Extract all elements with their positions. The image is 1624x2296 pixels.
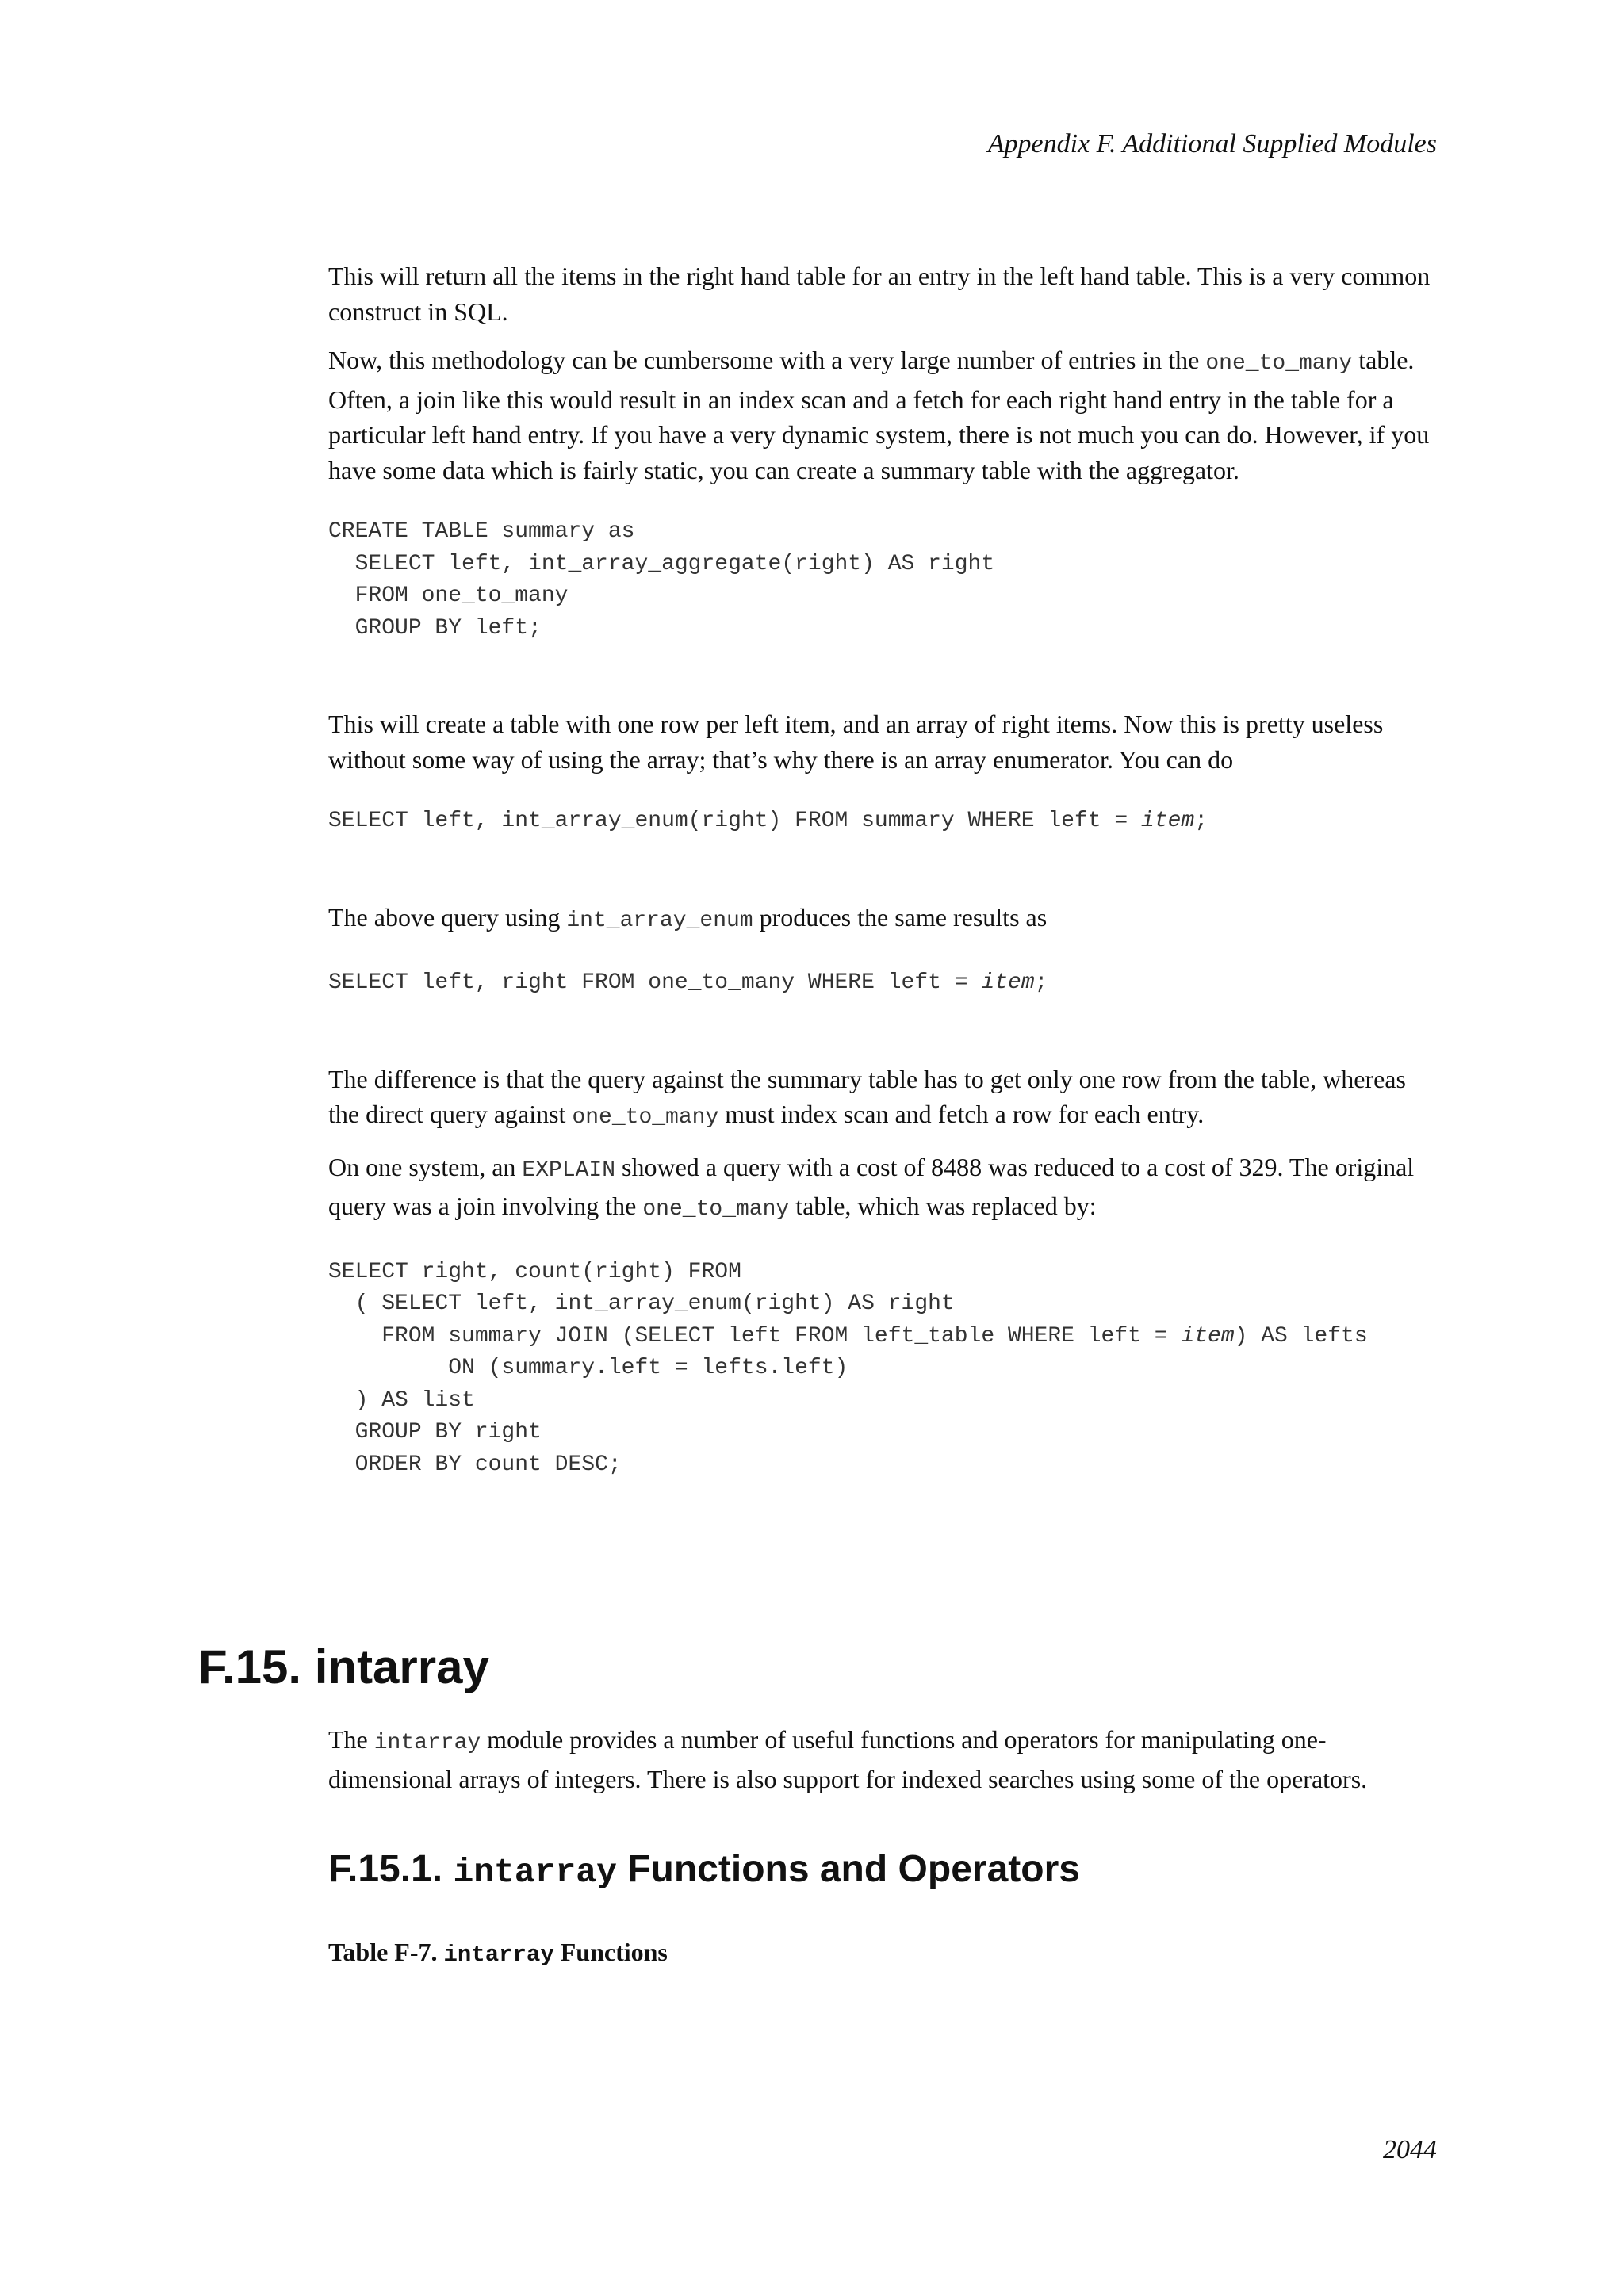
code-line: SELECT right, count(right) FROM — [328, 1259, 741, 1284]
code-text: ; — [1034, 970, 1048, 995]
section-heading: F.15. intarray — [198, 1640, 489, 1693]
table-caption — [328, 1934, 1438, 1973]
paragraph-3: This will create a table with one row per left item, and an array of right items. Now this is pretty useless without some way of using the array; that’s why there is an array enumerator. You can do — [328, 710, 1384, 774]
code-block-1: CREATE TABLE summary as SELECT left, int_array_aggregate(right) AS right FROM one_to_many GROUP BY left; — [328, 519, 995, 641]
paragraph-1: This will return all the items in the right hand table for an entry in the left hand table. This is a very common construct in SQL. — [328, 262, 1431, 326]
code-text: SELECT left, int_array_enum(right) FROM summary WHERE left = — [328, 809, 1141, 833]
code-text: ; — [1194, 809, 1208, 833]
text: produces the same results as — [753, 902, 1048, 932]
code-block-3 — [328, 967, 1438, 1000]
paragraph-6 — [328, 1150, 1438, 1228]
main-content — [328, 258, 1438, 1543]
inline-code: one_to_many — [642, 1197, 790, 1222]
code-param: item — [1140, 809, 1195, 833]
caption-text: Functions — [553, 1938, 668, 1966]
page-number: 2044 — [1383, 2134, 1437, 2164]
paragraph-4 — [328, 900, 1438, 939]
text: The — [328, 1725, 374, 1754]
caption-label: Table F-7. — [328, 1938, 444, 1966]
inline-code: intarray — [373, 1731, 481, 1755]
text: Now, this methodology can be cumbersome with a very large number of entries in the — [328, 346, 1206, 374]
code-line: ) AS list — [328, 1387, 475, 1413]
inline-code: EXPLAIN — [522, 1158, 616, 1183]
section-content — [328, 1722, 1438, 1973]
paragraph-5 — [328, 1062, 1438, 1136]
inline-code: int_array_enum — [566, 908, 753, 933]
code-block-2 — [328, 806, 1438, 838]
code-block-4 — [328, 1257, 1438, 1482]
code-text: SELECT left, right FROM one_to_many WHERE left = — [328, 970, 982, 995]
text: must index scan and fetch a row for each entry. — [718, 1100, 1205, 1128]
subsection-heading — [328, 1847, 1438, 1892]
text: table. Often, a join like this would result in an index scan and a fetch for each right hand entry in the table for a particular left hand entry. If you have a very dynamic system, there is not much you can do. However, if you have some data which is fairly static, you can create a summary table with the aggregator. — [328, 346, 1430, 484]
code-param: item — [981, 970, 1035, 995]
inline-code: one_to_many — [572, 1105, 719, 1130]
running-header: Appendix F. Additional Supplied Modules — [987, 129, 1437, 159]
text: On one system, an — [328, 1152, 523, 1181]
code-line: ORDER BY count DESC; — [328, 1452, 622, 1477]
inline-code: intarray — [453, 1853, 617, 1892]
code-line: ( SELECT left, int_array_enum(right) AS right — [328, 1292, 955, 1316]
paragraph-2 — [328, 342, 1438, 488]
inline-code: one_to_many — [1205, 351, 1353, 376]
code-line: GROUP BY right — [328, 1420, 542, 1445]
subsection-number: F.15.1. — [328, 1848, 454, 1890]
subsection-title: Functions and Operators — [616, 1848, 1080, 1890]
code-param: item — [1181, 1323, 1235, 1349]
text: module provides a number of useful functions and operators for manipulating one-dimensional arrays of integers. There is also support for indexed searches using some of the operators. — [328, 1725, 1368, 1793]
section-intro — [328, 1722, 1438, 1797]
inline-code: intarray — [443, 1942, 554, 1968]
text: showed a query with a cost of 8488 was reduced to a cost of 329. The original query was a join involving the — [328, 1152, 1415, 1220]
text: table, which was replaced by: — [789, 1192, 1097, 1220]
text: The difference is that the query against the summary table has to get only one row from the table, whereas the direct query against — [328, 1064, 1406, 1128]
code-text: FROM summary JOIN (SELECT left FROM left_table WHERE left = — [328, 1323, 1182, 1349]
code-text: ) AS lefts — [1234, 1323, 1368, 1349]
code-line: ON (summary.left = lefts.left) — [328, 1356, 848, 1380]
text: The above query using — [328, 902, 567, 932]
